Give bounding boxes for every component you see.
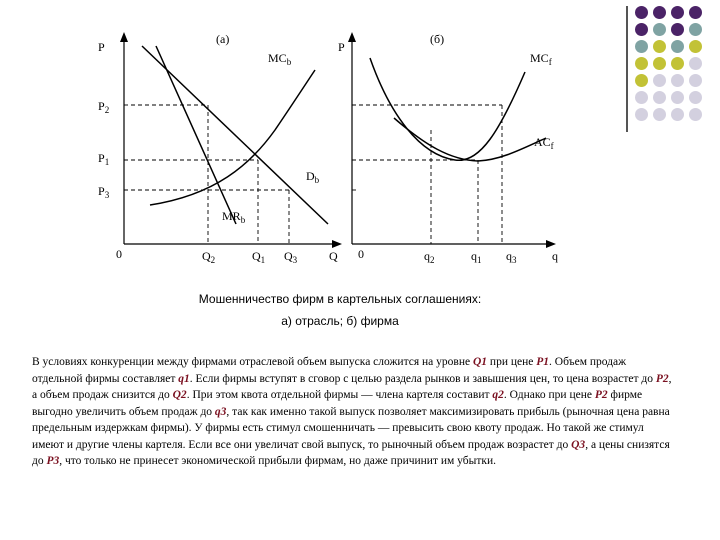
highlighted-term: q3 <box>214 405 227 418</box>
marginal-revenue-curve-mrb <box>156 46 236 224</box>
figure-caption-subtitle: а) отрасль; б) фирма <box>281 314 399 328</box>
paragraph-text: . Объем продаж отдельной фирмы составляет <box>32 356 627 385</box>
paragraph-text: . Однако при цене <box>503 389 595 401</box>
right-origin: 0 <box>358 247 364 261</box>
paragraph-text: , а объем продаж снизится до <box>32 372 672 401</box>
tick-q1-lower: $q_1$ <box>471 249 482 265</box>
marginal-cost-curve-mcb <box>150 70 315 205</box>
tick-q2-lower: $q_2$ <box>424 249 435 265</box>
highlighted-term: Q2 <box>172 389 187 401</box>
paragraph-text: фирме выгодно увеличить объем продаж до <box>32 389 643 418</box>
left-x-label: Q <box>329 249 338 263</box>
explanation-paragraph <box>32 354 672 470</box>
highlighted-term: P1 <box>536 356 550 368</box>
right-y-label: P <box>338 40 345 54</box>
highlighted-term: P2 <box>655 372 669 385</box>
left-panel-title: (a) <box>216 32 230 46</box>
paragraph-text: . При этом квота отдельной фирмы — члена картеля составит <box>186 389 493 401</box>
right-panel-title: (б) <box>430 32 445 46</box>
paragraph-text: , что только не принесет экономической прибыли фирмам, но даже причинит им убытки. <box>59 455 496 467</box>
mcf-label: $MC_f$ <box>530 51 552 67</box>
left-x-arrow <box>332 240 342 248</box>
tick-q1: $Q_1$ <box>252 249 266 265</box>
paragraph-text: В условиях конкуренции между фирмами отраслевой объем выпуска сложится на уровне <box>32 356 473 368</box>
highlighted-term: q2 <box>492 389 504 401</box>
mcb-label: $MC_b$ <box>268 51 292 67</box>
highlighted-term: P2 <box>594 389 608 401</box>
paragraph-text: при цене <box>487 356 537 368</box>
panel-firm <box>338 32 558 265</box>
figure-caption-title: Мошенничество фирм в картельных соглашениях: <box>198 292 482 306</box>
left-origin: 0 <box>116 247 122 261</box>
tick-q3-lower: $q_3$ <box>506 249 517 265</box>
right-x-arrow <box>546 240 556 248</box>
db-label: $D_b$ <box>306 169 320 185</box>
tick-p1: $P_1$ <box>98 151 110 167</box>
right-x-label: q <box>552 249 558 263</box>
paragraph-text: , а цены снизятся до <box>32 438 670 467</box>
tick-p2: $P_2$ <box>98 99 110 115</box>
left-y-label: P <box>98 40 105 54</box>
right-y-arrow <box>348 32 356 42</box>
paragraph-text: , так как именно такой выпуск позволяет максимизировать прибыль (рыночная цена равна предельным издержкам фирмы). У фирмы есть стимул смошенничать — превысить свою квоту продаж. Но такой же стимул имеют и другие члены картеля. Если все они увеличат свой выпуск, то рыночный объем продаж возрастет до <box>32 405 670 451</box>
left-y-arrow <box>120 32 128 42</box>
highlighted-term: Q1 <box>472 356 488 368</box>
tick-q3: $Q_3$ <box>284 249 298 265</box>
acf-label: $AC_f$ <box>534 135 554 151</box>
paragraph-text: . Если фирмы вступят в сговор с целью раздела рынков и завышения цен, то цена возрастет до <box>189 372 656 385</box>
demand-curve-db <box>142 46 328 224</box>
highlighted-term: q1 <box>178 372 190 385</box>
marginal-cost-curve-mcf <box>370 58 525 160</box>
highlighted-term: P3 <box>46 455 60 467</box>
panel-industry <box>98 32 342 265</box>
highlighted-term: Q3 <box>571 438 586 451</box>
tick-q2: $Q_2$ <box>202 249 216 265</box>
mrb-label: $MR_b$ <box>222 209 246 225</box>
tick-p3: $P_3$ <box>98 184 110 200</box>
